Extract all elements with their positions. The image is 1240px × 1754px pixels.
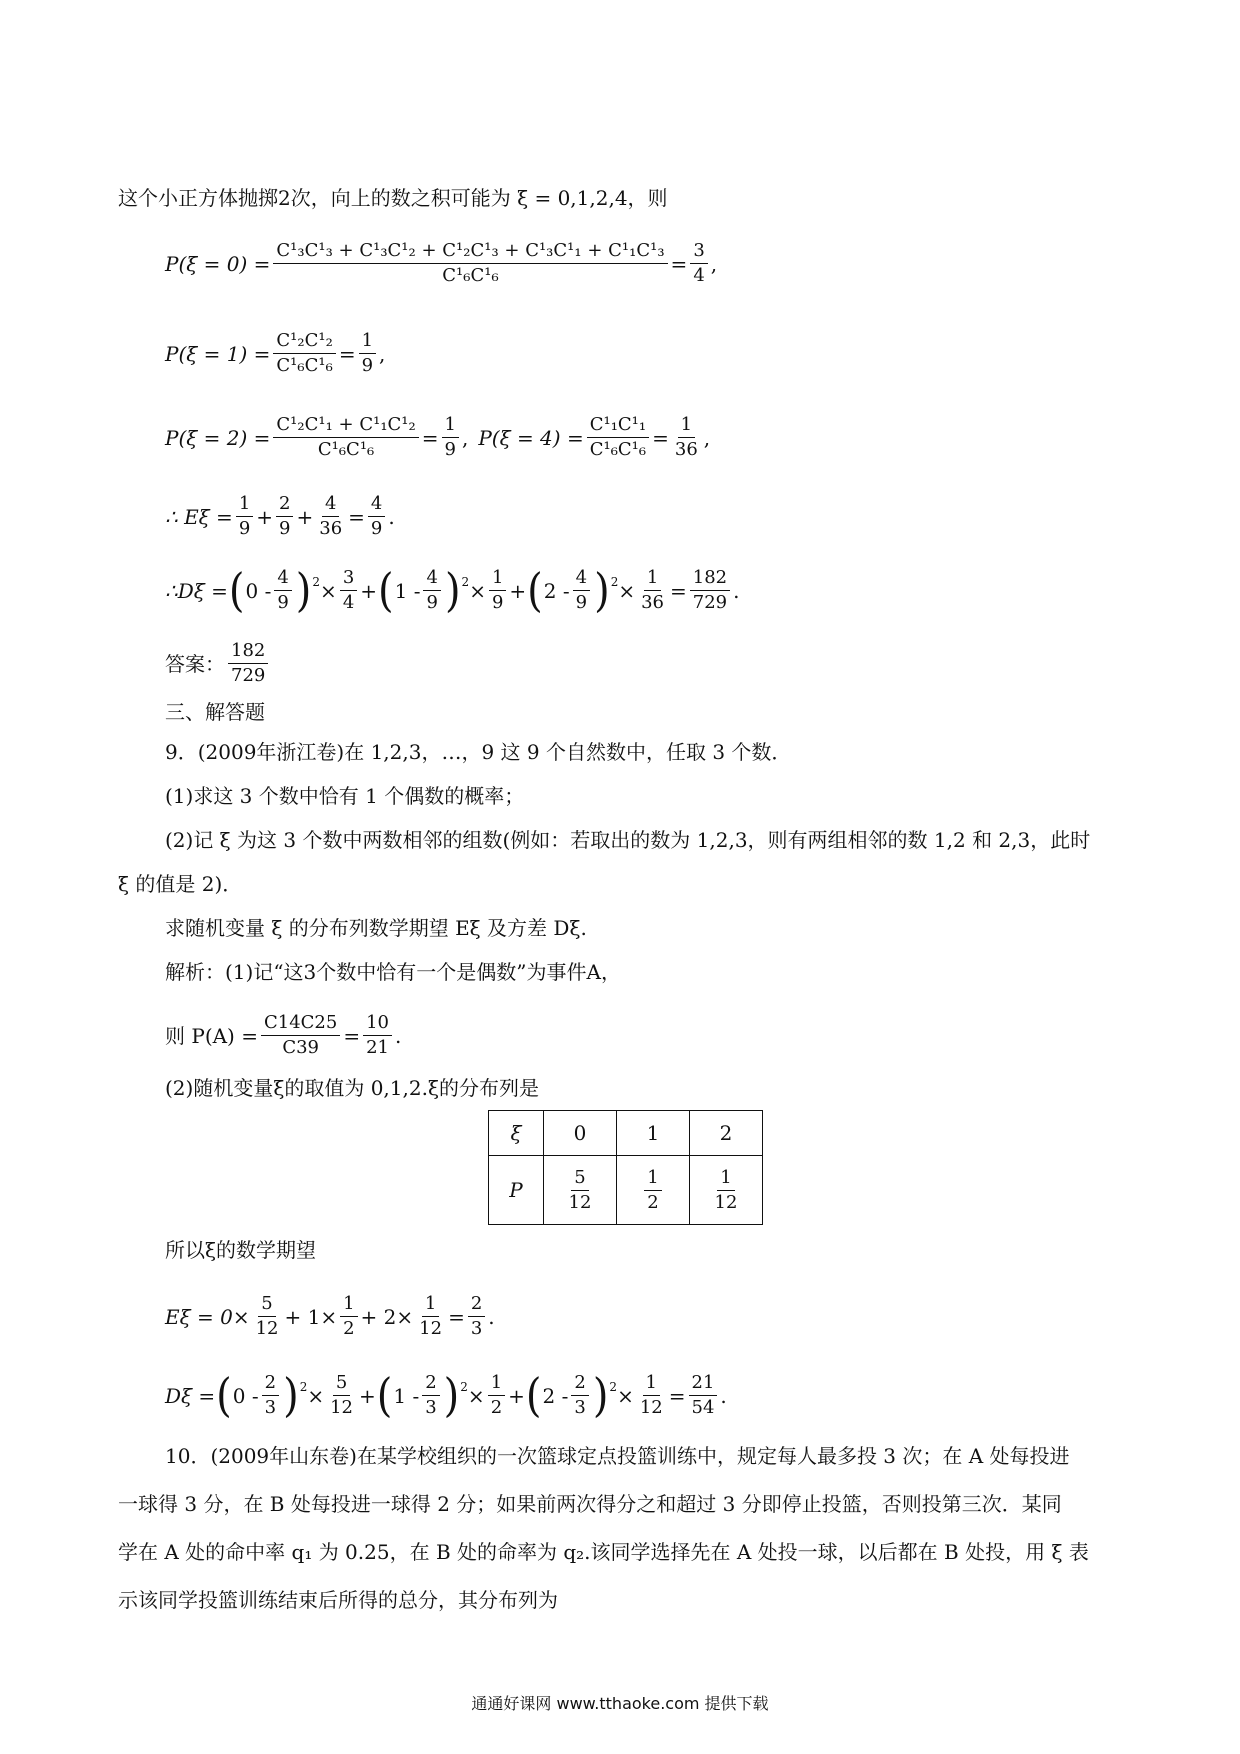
q10-line3: 学在 A 处的命中率 q₁ 为 0.25，在 B 处的命率为 q₂.该同学选择先在 A 处投一球，以后都在 B 处投，用 ξ 表 bbox=[118, 1540, 1089, 1564]
p4-fraction: $\frac{\text{C¹₁C¹₁}}{\text{C¹₆C¹₆}}$ bbox=[587, 414, 649, 461]
table-header-cell: 1 bbox=[617, 1111, 690, 1156]
p2-result: $\frac{1}{9}$ bbox=[442, 414, 459, 461]
q9-so: 所以ξ的数学期望 bbox=[165, 1238, 317, 1262]
formula-expectation-2: Eξ = 0× $\frac{5}{12}$ + 1× $\frac{1}{2}$ + 2× $\frac{1}{12}$ = $\frac{2}{3}$ . bbox=[165, 1293, 495, 1339]
p0-result: $\frac{3}{4}$ bbox=[690, 240, 707, 287]
answer-fraction: $\frac{182}{729}$ bbox=[228, 640, 268, 687]
q9-stem: 9．(2009年浙江卷)在 1,2,3，…，9 这 9 个自然数中，任取 3 个数． bbox=[165, 740, 792, 764]
distribution-table bbox=[488, 1110, 763, 1225]
table-cell: $\frac{1}{2}$ bbox=[617, 1156, 690, 1225]
q9-probability-a: 则 P(A) = $\frac{C14C25}{C39}$ = $\frac{10}{21}$ . bbox=[165, 1012, 402, 1058]
p0-lhs: P(ξ = 0) = bbox=[165, 251, 271, 276]
q9-solution-1: 解析：(1)记“这3个数中恰有一个是偶数”为事件A， bbox=[165, 960, 621, 984]
p2-fraction: $\frac{\text{C¹₂C¹₁ + C¹₁C¹₂}}{\text{C¹₆C¹₆}}$ bbox=[273, 414, 418, 461]
formula-expectation-1: ∴ Eξ = $\frac{1}{9}$ + $\frac{2}{9}$ + $\frac{4}{36}$ = $\frac{4}{9}$ . bbox=[165, 493, 395, 539]
intro-line: 这个小正方体抛掷2次，向上的数之积可能为 ξ = 0,1,2,4，则 bbox=[118, 186, 668, 210]
q9-part2-line2: ξ 的值是 2)． bbox=[118, 872, 243, 896]
q9-ask: 求随机变量 ξ 的分布列数学期望 Eξ 及方差 Dξ. bbox=[165, 916, 587, 940]
table-cell: $\frac{5}{12}$ bbox=[544, 1156, 617, 1225]
section-heading: 三、解答题 bbox=[165, 700, 265, 724]
formula-p1: P(ξ = 1) = $\frac{\text{C¹₂C¹₂}}{\text{C¹₆C¹₆}}$ = $\frac{1}{9}$ , bbox=[165, 330, 386, 376]
q10-line2: 一球得 3 分，在 B 处每投进一球得 2 分；如果前两次得分之和超过 3 分即停止投篮，否则投第三次．某同 bbox=[118, 1492, 1062, 1516]
table-header-cell: 0 bbox=[544, 1111, 617, 1156]
answer-line: 答案： $\frac{182}{729}$ bbox=[165, 640, 271, 687]
table-cell: $\frac{1}{12}$ bbox=[690, 1156, 763, 1225]
q9-solution-2: (2)随机变量ξ的取值为 0,1,2.ξ的分布列是 bbox=[165, 1076, 539, 1100]
table-row-label: P bbox=[489, 1156, 544, 1225]
q9-part1: (1)求这 3 个数中恰有 1 个偶数的概率； bbox=[165, 784, 525, 808]
formula-p2-p4: P(ξ = 2) = $\frac{\text{C¹₂C¹₁ + C¹₁C¹₂}}{\text{C¹₆C¹₆}}$ = $\frac{1}{9}$ , P(ξ = 4) = $\frac{\text{C¹₁C¹₁}}{\text{C¹₆C¹₆}}$ = $\frac{1}{36}$ , bbox=[165, 414, 711, 460]
formula-variance-1: ∴Dξ = ( 0 - $\frac{4}{9}$ ) 2 × $\frac{3}{4}$ + ( 1 - $\frac{4}{9}$ ) 2 × $\frac{1}{9}$ + ( 2 - $\frac{4}{9}$ ) 2 × $\frac{1}{36}$ = $\frac{182}{729}$ . bbox=[165, 564, 740, 617]
p4-result: $\frac{1}{36}$ bbox=[674, 414, 698, 460]
p1-fraction: $\frac{\text{C¹₂C¹₂}}{\text{C¹₆C¹₆}}$ bbox=[273, 330, 335, 377]
page-footer: 通通好课网 www.tthaoke.com 提供下载 bbox=[471, 1694, 769, 1713]
formula-variance-2: Dξ = ( 0 - $\frac{2}{3}$ ) 2 × $\frac{5}{12}$ + ( 1 - $\frac{2}{3}$ ) 2 × $\frac{1}{2}$ + ( 2 - $\frac{2}{3}$ ) 2 × $\frac{1}{12}$ = $\frac{21}{54}$ . bbox=[165, 1369, 727, 1422]
p0-fraction: $\frac{\text{C¹₃C¹₃ + C¹₃C¹₂ + C¹₂C¹₃ + C¹₃C¹₁ + C¹₁C¹₃}}{\text{C¹₆C¹₆}}$ bbox=[273, 240, 667, 287]
q10-line1: 10．(2009年山东卷)在某学校组织的一次篮球定点投篮训练中，规定每人最多投 3 次；在 A 处每投进 bbox=[165, 1444, 1070, 1468]
formula-p0: P(ξ = 0) = $\frac{\text{C¹₃C¹₃ + C¹₃C¹₂ + C¹₂C¹₃ + C¹₃C¹₁ + C¹₁C¹₃}}{\text{C¹₆C¹₆}}$ = $\frac{3}{4}$ , bbox=[165, 240, 718, 286]
q9-part2-line1: (2)记 ξ 为这 3 个数中两数相邻的组数(例如：若取出的数为 1,2,3，则有两组相邻的数 1,2 和 2,3，此时 bbox=[165, 828, 1091, 852]
table-header-cell: ξ bbox=[489, 1111, 544, 1156]
q10-line4: 示该同学投篮训练结束后所得的总分，其分布列为 bbox=[118, 1588, 558, 1612]
table-header-cell: 2 bbox=[690, 1111, 763, 1156]
p1-result: $\frac{1}{9}$ bbox=[359, 330, 376, 377]
